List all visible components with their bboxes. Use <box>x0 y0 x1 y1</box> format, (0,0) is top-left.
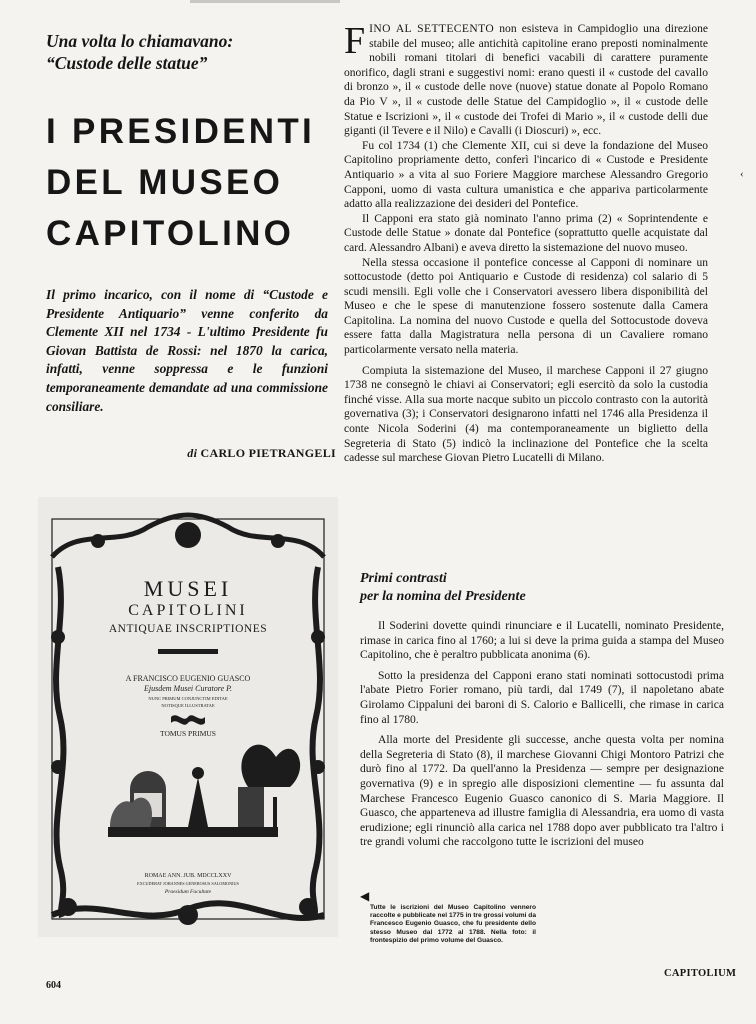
author-name: CARLO PIETRANGELI <box>200 446 336 460</box>
paragraph: Sotto la presidenza del Capponi erano stati nominati sottocustodi prima l'abate Pietro Forier romano, più tardi, dal 1749 (7), il napoletano abate Girolamo Cippaluni dei baroni di S. Calorio e Ballicelli, che rimase in carica fino al 1780. <box>360 669 724 726</box>
plate-curator: Ejusdem Musei Curatore P. <box>144 684 232 693</box>
lead-in: INO AL SETTECENTO <box>369 23 495 35</box>
page-number: 604 <box>46 980 61 991</box>
paragraph: Compiuta la sistemazione del Museo, il marchese Capponi il 27 giugno 1738 ne consegnò le chiavi ai Conservatori; egli esercitò da solo la custodia finché visse. Alla sua morte nacque subito un piccolo contrasto con la autorità governativa (3); i Conservatori designarono infatti nel 1746 alla Presidenza il conte Nicola Soderini (4) ma contemporaneamente un biglietto della Segreteria di Stato (5) indicò la inclinazione del Pontefice che la scelta cadesse sul marchese Giovan Pietro Lucatelli di Milano. <box>344 364 708 465</box>
plate-subtitle: ANTIQUAE INSCRIPTIONES <box>108 623 268 635</box>
paragraph-text: non esisteva in Campidoglio una direzione stabile del museo; alle antichità capitoline erano preposti nominalmente nobili romani titolari di benefici vacabili di carattere puramente onorifico, dagli strani e suggestivi nomi: erano questi il « custode del cavallo di bronzo », il « custode delle nove (nuove) statue donate al Popolo Romano da Pio V », il « custode delle Statue del Campidoglio », il « custode delle Statue e Iscrizioni », il « custode dei Trofei di Mario », il « custode delli due giganti (il Tevere e il Nilo) e Cavalli (i Dioscuri) », ecc. <box>344 23 708 138</box>
plate-small: NUNC PRIMUM CONJUNCTIM EDITAE <box>148 696 228 701</box>
scan-artifact <box>190 0 340 3</box>
plate-title: CAPITOLINI <box>128 602 248 619</box>
paragraph: Fu col 1734 (1) che Clemente XII, cui si deve la fondazione del Museo Capitolino propriamente detto, conferì l'incarico di « Custode e Presidente Antiquario » a vita al suo Foriere Maggiore marchese Alessandro Gregorio Capponi, uomo di vasta cultura umanistica e che appariva particolarmente adatto alla realizzazione dei desideri del Pontefice. <box>344 139 708 211</box>
plate-tome: TOMUS PRIMUS <box>160 729 216 738</box>
subhead-line: Primi contrasti <box>360 571 447 586</box>
plate-small: NOTISQUE ILLUSTRATAE <box>161 703 215 708</box>
headline-line: I PRESIDENTI <box>46 112 316 151</box>
plate-imprint: ROMAE ANN. JUB. MDCCLXXV <box>144 873 232 879</box>
paragraph <box>344 22 708 139</box>
plate-title: MUSEI <box>143 576 233 601</box>
plate-printer: EXCUDEBAT JOHANNES GENEROSUS SALOMONIUS <box>137 881 239 886</box>
kicker <box>46 30 296 74</box>
frontispiece-illustration <box>38 497 338 937</box>
paragraph: Alla morte del Presidente gli successe, anche questa volta per nomina della Segreteria di Stato (8), il marchese Giovanni Chigi Montoro Patrizi che durò fino al 1772. Da quell'anno la Presidenza — sempre per designazione governativa (9) e in spregio alle disposizioni clementine — fu assunta dal Marchese Francesco Eugenio Guasco canonico di S. Maria Maggiore. Il Guasco, che apparteneva ad illustre famiglia di Alessandria, era uomo di vasta erudizione; egli rinunciò alla carica nel 1788 dopo aver pubblicato tra l'altro i tre grandi volumi che raccolgono tutte le iscrizioni del museo <box>360 734 724 849</box>
standfirst: Il primo incarico, con il nome di “Custode e Presidente Antiquario” venne conferito da Clemente XII nel 1734 - L'ultimo Presidente fu Giovan Battista de Rossi: nel 1870 la carica, infatti, venne soppressa e le funzioni temporaneamente demandate ad una commissione consiliare. <box>46 287 328 414</box>
headline-line: CAPITOLINO <box>46 214 295 253</box>
subhead-line: per la nomina del Presidente <box>360 589 526 604</box>
kicker-line: Una volta lo chiamavano: <box>46 31 234 51</box>
plate-license: Praesidum Facultate <box>164 889 212 895</box>
headline <box>46 106 336 259</box>
paragraph: Il Capponi era stato già nominato l'anno prima (2) « Soprintendente e Custode delle Statue » donate dal Pontefice (soprattutto quelle acquistate dal card. Alessandro Albani) e aveva diretto la sistemazione del nuovo museo. <box>344 212 708 254</box>
article-body <box>344 22 708 466</box>
section-subhead <box>360 570 700 606</box>
drop-cap: F <box>344 20 366 62</box>
edge-mark: ‹ <box>740 168 744 180</box>
byline <box>160 446 336 461</box>
plate-dedication: A FRANCISCO EUGENIO GUASCO <box>125 674 251 683</box>
magazine-name: CAPITOLIUM <box>664 968 737 979</box>
photo-caption: Tutte le iscrizioni del Museo Capitolino vennero raccolte e pubblicate nel 1775 in tre grossi volumi da Francesco Eugenio Guasco, che fu presidente dello stesso Museo dal 1772 al 1788. Nella foto: il frontespizio del primo volume del Guasco. <box>370 904 536 944</box>
caption-arrow-icon: ◀ <box>360 889 370 903</box>
paragraph: Nella stessa occasione il pontefice concesse al Capponi di nominare un sottocustode (detto poi Antiquario e Custode di residenza) col salario di 5 scudi mensili. Egli volle che i Conservatori avessero libera disponibilità del Museo e che le spese di manutenzione fossero sostenute dalla Camera Capitolina. La nomina del nuovo Custode e quella del Sottocustode doveva essere fatta dalla Magistratura nella persona di un Cavaliere romano particolarmente versato nella materia. <box>344 256 708 357</box>
article-body-continued <box>360 619 724 850</box>
paragraph: Il Soderini dovette quindi rinunciare e il Lucatelli, nominato Presidente, rimase in carica fino al 1760; a lui si deve la prima guida a stampa del Museo Capitolino, che è peraltro pubblicata anonima (6). <box>360 620 724 662</box>
kicker-line: “Custode delle statue” <box>46 53 208 73</box>
byline-prefix: di <box>187 446 198 460</box>
frontispiece-photo <box>38 497 338 937</box>
headline-line: DEL MUSEO <box>46 163 284 202</box>
